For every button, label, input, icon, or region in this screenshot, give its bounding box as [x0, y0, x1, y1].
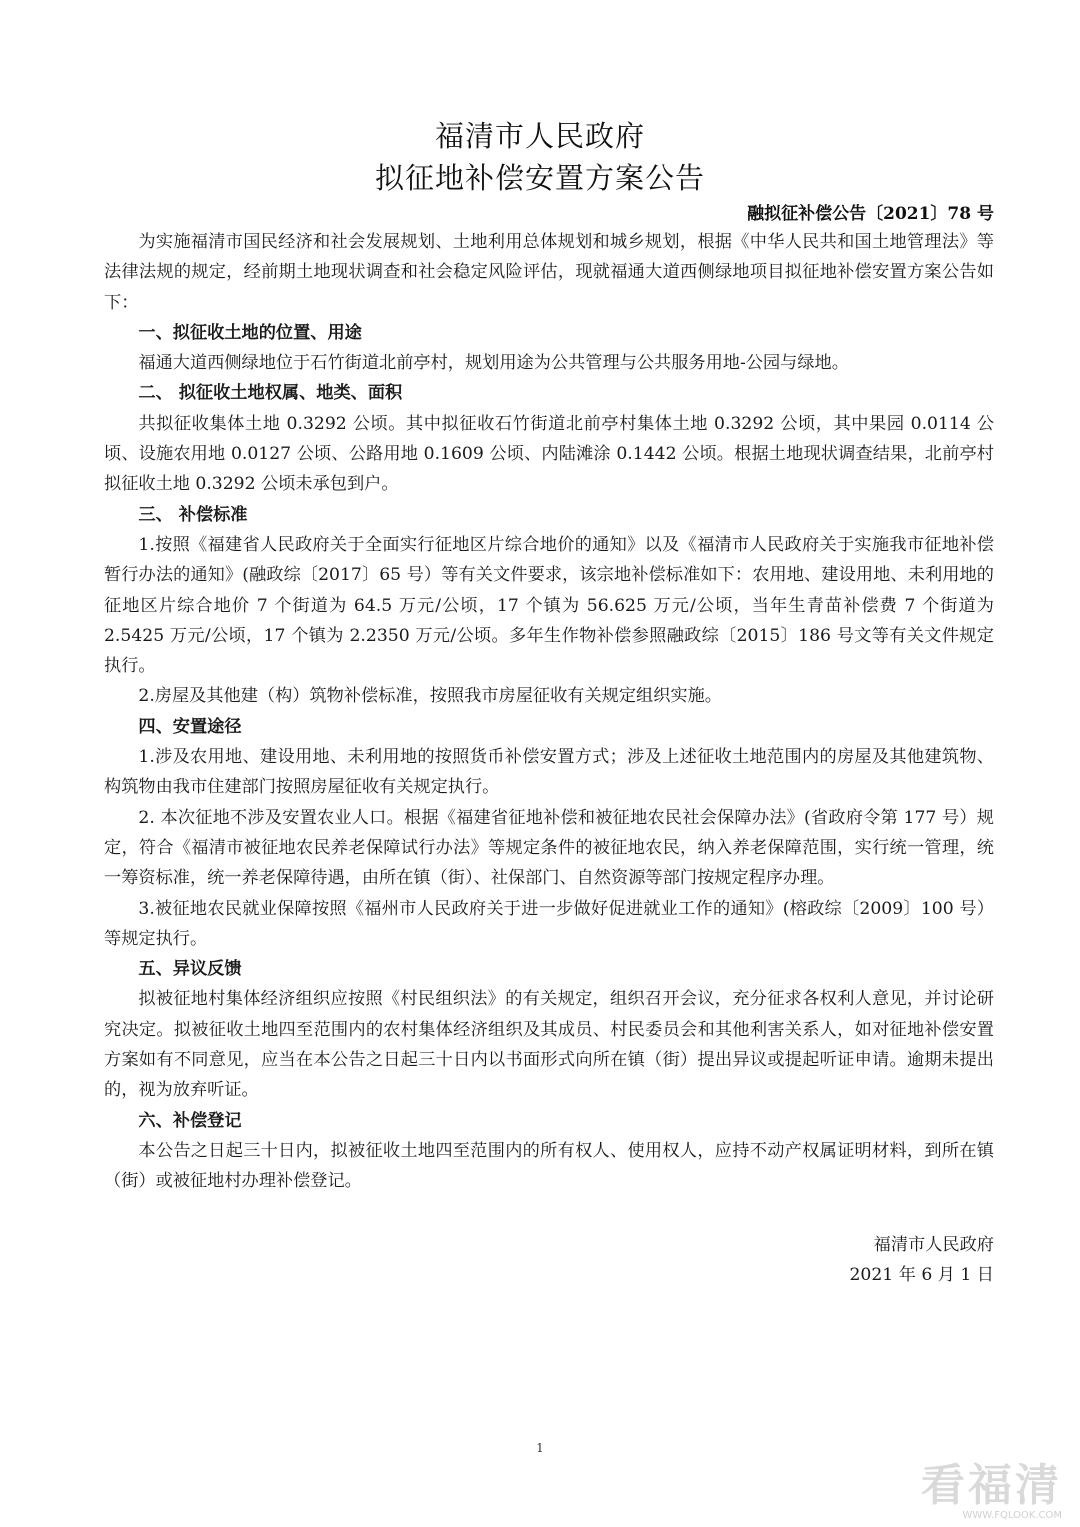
page-number: 1: [536, 1441, 544, 1455]
section-4-paragraph-1: 1.涉及农用地、建设用地、未利用地的按照货币补偿安置方式；涉及上述征收土地范围内的房屋及其他建筑物、构筑物由我市住建部门按照房屋征收有关规定执行。: [104, 747, 994, 798]
section-1-paragraph-1: 福通大道西侧绿地位于石竹街道北前亭村，规划用途为公共管理与公共服务用地-公园与绿地。: [138, 353, 849, 374]
watermark: [882, 1462, 1062, 1522]
issue-date: 2021 年 6 月 1 日: [849, 1265, 994, 1286]
section-heading-5: 五、异议反馈: [138, 959, 242, 980]
title-line-2: 拟征地补偿安置方案公告: [374, 161, 705, 195]
section-3-paragraph-1: 1.按照《福建省人民政府关于全面实行征地区片综合地价的通知》以及《福清市人民政府关于实施我市征地补偿暂行办法的通知》(融政综〔2017〕65 号）等有关文件要求，该宗地补偿标准如下：农用地、建设用地、未利用地的征地区片综合地价 7 个街道为 64.5 万元/公顷，17 个镇为 56.625 万元/公顷，当年生青苗补偿费 7 个街道为 2.5425 万元/公顷，17 个镇为 2.2350 万元/公顷。多年生作物补偿参照融政综〔2015〕186 号文等有关文件规定执行。: [104, 534, 994, 677]
section-6-paragraph-1: 本公告之日起三十日内，拟被征收土地四至范围内的所有权人、使用权人，应持不动产权属证明材料，到所在镇（街）或被征地村办理补偿登记。: [104, 1140, 994, 1192]
signature-block: [850, 1230, 995, 1291]
section-5-paragraph-1: 拟被征地村集体经济组织应按照《村民组织法》的有关规定，组织召开会议，充分征求各权利人意见，并讨论研究决定。拟被征收土地四至范围内的农村集体经济组织及其成员、村民委员会和其他利害关系人，如对征地补偿安置方案如有不同意见，应当在本公告之日起三十日内以书面形式向所在镇（街）提出异议或提起听证申请。逾期未提出的，视为放弃听证。: [104, 989, 994, 1101]
section-4-paragraph-2: 2. 本次征地不涉及安置农业人口。根据《福建省征地补偿和被征地农民社会保障办法》(省政府令第 177 号）规定，符合《福清市被征地农民养老保障试行办法》等规定条件的被征地农民，纳入养老保障范围，实行统一管理，统一筹资标准，统一养老保障待遇，由所在镇（街）、社保部门、自然资源等部门按规定程序办理。: [104, 807, 994, 889]
watermark-url: WWW.FQLOOK.COM: [962, 1510, 1062, 1521]
intro-paragraph: 为实施福清市国民经济和社会发展规划、土地利用总体规划和城乡规划，根据《中华人民共和国土地管理法》等法律法规的规定，经前期土地现状调查和社会稳定风险评估，现就福通大道西侧绿地项目拟征地补偿安置方案公告如下：: [104, 232, 994, 313]
section-heading-3: 三、 补偿标准: [138, 504, 248, 525]
issuer-name: 福清市人民政府: [873, 1235, 994, 1255]
section-heading-6: 六、补偿登记: [138, 1110, 242, 1131]
document-number: 融拟征补偿公告〔2021〕78 号: [747, 204, 994, 224]
document-body: [104, 227, 994, 1197]
section-2-paragraph-1: 共拟征收集体土地 0.3292 公顷。其中拟征收石竹街道北前亭村集体土地 0.3292 公顷，其中果园 0.0114 公顷、设施农用地 0.0127 公顷、公路用地 0.1609 公顷、内陆滩涂 0.1442 公顷。根据土地现状调查结果，北前亭村拟征收土地 0.3292 公顷未承包到户。: [104, 413, 994, 495]
section-3-paragraph-2: 2.房屋及其他建（构）筑物补偿标准，按照我市房屋征收有关规定组织实施。: [138, 686, 722, 707]
section-heading-1: 一、拟征收土地的位置、用途: [138, 322, 362, 343]
section-4-paragraph-3: 3.被征地农民就业保障按照《福州市人民政府关于进一步做好促进就业工作的通知》(榕政综〔2009〕100 号）等规定执行。: [104, 898, 994, 949]
title-line-1: 福清市人民政府: [434, 119, 645, 153]
watermark-logo: 看福清: [921, 1460, 1062, 1511]
section-heading-2: 二、 拟征收土地权属、地类、面积: [138, 383, 403, 404]
section-heading-4: 四、安置途径: [138, 716, 242, 737]
